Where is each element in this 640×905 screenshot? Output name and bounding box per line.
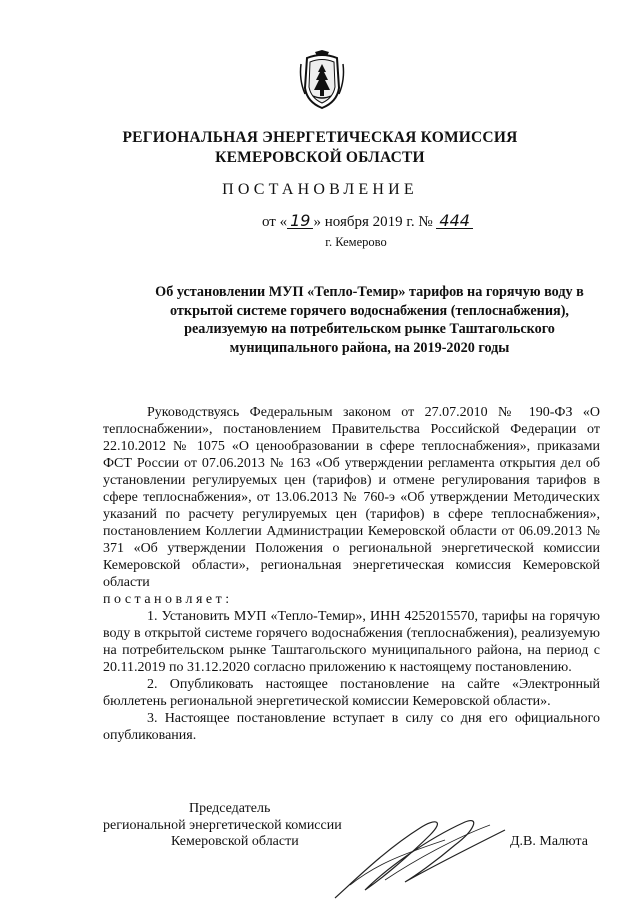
- signatory-position: [103, 801, 342, 851]
- item-3: 3. Настоящее постановление вступает в силу со дня его официального опубликования.: [103, 711, 600, 743]
- document-title: [142, 283, 597, 357]
- coat-of-arms-icon: [297, 50, 347, 112]
- handwritten-signature: [325, 810, 515, 905]
- title-line-1: Об установлении МУП «Тепло-Темир» тарифов на горячую воду в: [155, 284, 584, 300]
- item-1: 1. Установить МУП «Тепло-Темир», ИНН 4252015570, тарифы на горячую воду в открытой системе горячего водоснабжения (теплоснабжения), реализуемую на потребительском рынке Таштагольского муниципального района, на период с 20.11.2019 по 31.12.2020 согласно приложению к настоящему постановлению.: [103, 609, 600, 675]
- position-line-2: региональной энергетической комиссии: [103, 817, 342, 833]
- document-body: [103, 404, 600, 744]
- city: г. Кемерово: [325, 235, 387, 249]
- org-line-1: РЕГИОНАЛЬНАЯ ЭНЕРГЕТИЧЕСКАЯ КОМИССИЯ: [122, 129, 518, 146]
- title-line-4: муниципального района, на 2019-2020 годы: [229, 339, 510, 356]
- title-line-3: реализуемую на потребительском рынке Таштагольского: [184, 321, 555, 338]
- date-month-year: » ноября 2019 г. №: [313, 214, 433, 230]
- date-prefix: от «: [262, 214, 288, 230]
- decree-word: постановляет:: [103, 592, 233, 607]
- title-line-2: открытой системе горячего водоснабжения (теплоснабжения),: [170, 302, 569, 319]
- document-date-line: [262, 211, 473, 231]
- position-line-3: Кемеровской области: [171, 834, 299, 849]
- document-number: 444: [436, 214, 473, 229]
- position-line-1: Председатель: [189, 801, 271, 816]
- organization-name: [0, 128, 640, 168]
- preamble-paragraph: Руководствуясь Федеральным законом от 27.07.2010 № 190-ФЗ «О теплоснабжении», постановлением Правительства Российской Федерации от 22.10.2012 № 1075 «О ценообразовании в сфере теплоснабжения», приказами ФСТ России от 07.06.2013 № 163 «Об утверждении регламента открытия дел об установлении регулируемых цен (тарифов) и отмене регулирования тарифов в сфере теплоснабжения», от 13.06.2013 № 760-э «Об утверждении Методических указаний по расчету регулируемых цен (тарифов) в сфере теплоснабжения», постановлением Коллегии Администрации Кемеровской области от 06.09.2013 № 371 «Об утверждении Положения о региональной энергетической комиссии Кемеровской области», региональная энергетическая комиссия Кемеровской области: [103, 405, 600, 590]
- item-2: 2. Опубликовать настоящее постановление на сайте «Электронный бюллетень региональной энергетической комиссии Кемеровской области».: [103, 677, 600, 709]
- org-line-2: КЕМЕРОВСКОЙ ОБЛАСТИ: [215, 149, 425, 166]
- date-day: 19: [287, 214, 313, 229]
- signatory-name: Д.В. Малюта: [510, 834, 588, 849]
- document-type: ПОСТАНОВЛЕНИЕ: [222, 181, 418, 198]
